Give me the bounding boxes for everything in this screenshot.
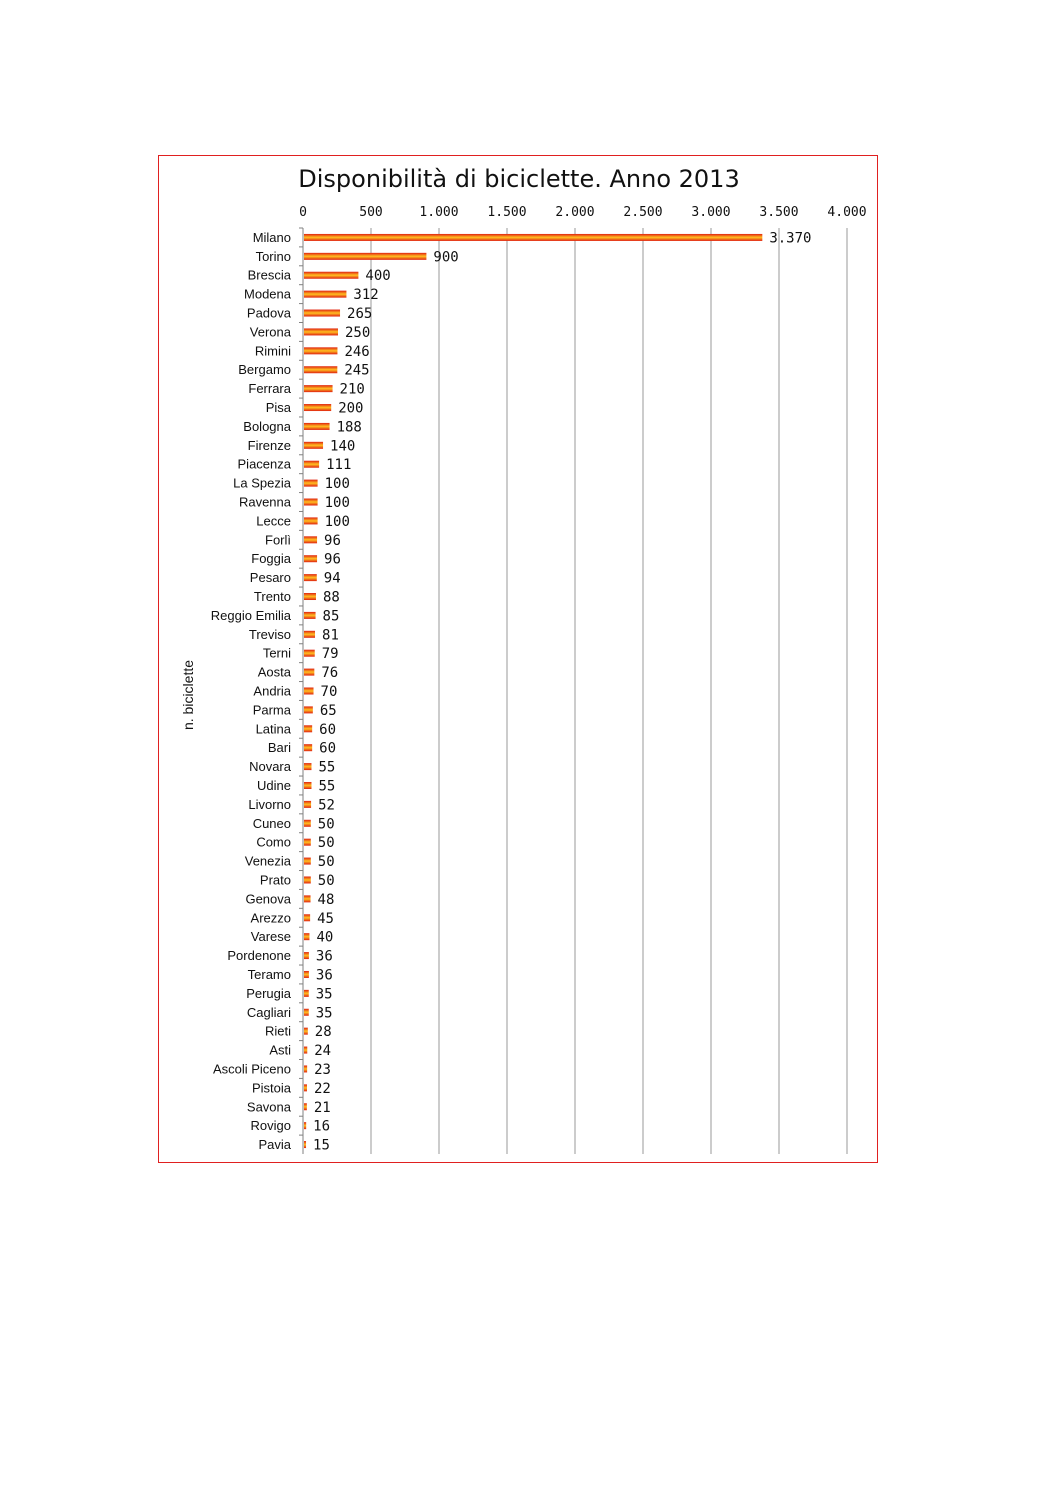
category-label: Firenze <box>247 437 291 453</box>
category-label: Parma <box>252 702 291 718</box>
data-label: 246 <box>344 343 370 360</box>
data-label: 28 <box>314 1024 332 1041</box>
category-label: Cagliari <box>246 1004 291 1020</box>
bar-cagliari <box>304 1009 309 1016</box>
bar-rovigo <box>304 1122 306 1129</box>
category-label: Udine <box>257 777 291 793</box>
bar-reggio-emilia <box>304 612 316 619</box>
bar-torino <box>304 253 426 260</box>
bar-milano <box>304 234 762 241</box>
data-label: 111 <box>326 457 352 474</box>
data-label: 76 <box>321 665 339 682</box>
x-axis-ticks <box>299 205 866 220</box>
data-label: 65 <box>319 702 337 719</box>
data-label: 50 <box>317 872 335 889</box>
category-label: Ascoli Piceno <box>212 1061 291 1077</box>
x-tick-label: 1.500 <box>487 205 527 220</box>
data-label: 250 <box>345 324 371 341</box>
category-label: Forlì <box>265 532 291 548</box>
category-label: Terni <box>262 645 291 661</box>
data-label: 60 <box>319 721 337 738</box>
data-label: 81 <box>322 627 339 644</box>
category-label: Bari <box>267 740 291 756</box>
category-label: Pistoia <box>251 1080 291 1096</box>
bar-bari <box>304 744 312 751</box>
x-tick-label: 0 <box>299 205 307 220</box>
category-label: Modena <box>244 286 291 302</box>
category-label: Rieti <box>264 1023 291 1039</box>
category-label: Brescia <box>247 267 291 283</box>
data-label: 15 <box>313 1137 330 1154</box>
data-label: 85 <box>322 608 340 625</box>
data-label: 50 <box>317 835 335 852</box>
chart-title: Disponibilità di biciclette. Anno 2013 <box>298 165 740 193</box>
data-label: 200 <box>338 400 364 417</box>
bar-rieti <box>304 1028 308 1035</box>
category-label: Prato <box>259 872 291 888</box>
data-label: 55 <box>318 778 336 795</box>
value-labels <box>313 230 811 1153</box>
bar-padova <box>304 310 340 317</box>
data-label: 36 <box>315 967 333 984</box>
data-label: 70 <box>320 684 338 700</box>
bar-foggia <box>304 555 317 562</box>
category-label: Pisa <box>265 400 291 416</box>
data-label: 21 <box>313 1099 331 1116</box>
bar-aosta <box>304 669 314 676</box>
category-label: Pesaro <box>249 570 291 586</box>
category-label: Trento <box>253 589 291 605</box>
data-label: 16 <box>313 1118 331 1135</box>
bar-piacenza <box>304 461 319 468</box>
bar-genova <box>304 895 311 902</box>
bar-la-spezia <box>304 480 318 487</box>
category-label: Padova <box>246 305 291 321</box>
category-label: Bologna <box>243 418 291 434</box>
bar-pavia <box>304 1141 306 1148</box>
data-label: 188 <box>336 419 362 436</box>
bar-arezzo <box>304 914 310 921</box>
data-label: 48 <box>317 891 335 908</box>
bar-varese <box>304 933 309 940</box>
category-label: Piacenza <box>237 456 291 472</box>
category-label: La Spezia <box>233 475 291 491</box>
bar-chart <box>159 156 879 1164</box>
bars <box>304 234 762 1148</box>
data-label: 40 <box>316 929 334 946</box>
bar-modena <box>304 291 346 298</box>
data-label: 50 <box>317 816 335 833</box>
data-label: 52 <box>318 797 335 814</box>
bar-treviso <box>304 631 315 638</box>
data-label: 50 <box>317 854 335 871</box>
bar-novara <box>304 763 311 770</box>
x-tick-label: 2.000 <box>555 205 595 220</box>
bar-brescia <box>304 272 358 279</box>
x-tick-label: 4.000 <box>827 205 867 220</box>
category-label: Novara <box>249 759 291 775</box>
data-label: 312 <box>353 287 379 304</box>
data-label: 96 <box>324 551 341 568</box>
bar-prato <box>304 876 311 883</box>
category-label: Latina <box>255 721 291 737</box>
data-label: 265 <box>347 306 373 323</box>
data-label: 400 <box>365 268 391 285</box>
category-label: Como <box>256 834 291 850</box>
category-label: Livorno <box>248 796 291 812</box>
data-label: 245 <box>344 362 370 379</box>
bar-bologna <box>304 423 330 430</box>
data-label: 88 <box>322 589 340 606</box>
bar-ravenna <box>304 499 318 506</box>
category-label: Reggio Emilia <box>210 607 291 623</box>
x-tick-label: 1.000 <box>419 205 459 220</box>
category-label: Andria <box>253 683 291 699</box>
bar-teramo <box>304 971 309 978</box>
bar-como <box>304 839 311 846</box>
category-label: Pordenone <box>227 948 291 964</box>
category-label: Savona <box>246 1099 291 1115</box>
bar-pesaro <box>304 574 317 581</box>
category-label: Ferrara <box>248 381 291 397</box>
category-label: Rovigo <box>250 1118 291 1134</box>
bar-andria <box>304 688 314 695</box>
bar-asti <box>304 1047 307 1054</box>
bar-pistoia <box>304 1084 307 1091</box>
category-label: Treviso <box>248 626 291 642</box>
y-axis-label: n. biciclette <box>180 659 196 731</box>
bar-bergamo <box>304 366 337 373</box>
chart-frame <box>158 155 878 1163</box>
x-tick-label: 2.500 <box>623 205 663 220</box>
bar-parma <box>304 706 313 713</box>
category-label: Verona <box>249 324 291 340</box>
bar-perugia <box>304 990 309 997</box>
data-label: 55 <box>318 759 336 776</box>
category-label: Torino <box>255 248 291 264</box>
data-label: 60 <box>319 740 337 757</box>
bar-terni <box>304 650 315 657</box>
data-label: 35 <box>315 986 333 1003</box>
category-label: Asti <box>269 1042 291 1058</box>
bar-verona <box>304 328 338 335</box>
category-label: Lecce <box>256 513 291 529</box>
gridlines <box>299 228 847 1154</box>
data-label: 100 <box>324 495 350 512</box>
category-label: Genova <box>245 891 291 907</box>
category-label: Cuneo <box>252 815 291 831</box>
category-label: Bergamo <box>238 362 291 378</box>
category-label: Venezia <box>244 853 291 869</box>
bar-rimini <box>304 347 337 354</box>
bar-cuneo <box>304 820 311 827</box>
bar-lecce <box>304 517 318 524</box>
bar-firenze <box>304 442 323 449</box>
category-label: Milano <box>252 229 291 245</box>
bar-pisa <box>304 404 331 411</box>
data-label: 210 <box>339 381 365 398</box>
data-label: 35 <box>315 1005 333 1022</box>
data-label: 140 <box>330 438 356 455</box>
bar-latina <box>304 725 312 732</box>
category-label: Perugia <box>246 985 291 1001</box>
bar-udine <box>304 782 311 789</box>
category-label: Pavia <box>258 1137 291 1153</box>
data-label: 23 <box>314 1061 331 1078</box>
bar-ascoli-piceno <box>304 1065 307 1072</box>
category-label: Varese <box>250 929 291 945</box>
bar-ferrara <box>304 385 333 392</box>
x-tick-label: 3.000 <box>691 205 731 220</box>
data-label: 94 <box>323 570 341 587</box>
data-label: 3.370 <box>769 230 812 247</box>
data-label: 45 <box>317 910 334 927</box>
category-label: Aosta <box>257 664 291 680</box>
data-label: 900 <box>433 249 459 266</box>
category-label: Rimini <box>254 343 291 359</box>
bar-pordenone <box>304 952 309 959</box>
category-label: Arezzo <box>250 910 291 926</box>
category-labels <box>211 230 292 1152</box>
bar-trento <box>304 593 316 600</box>
data-label: 36 <box>315 948 333 965</box>
bar-venezia <box>304 858 311 865</box>
bar-savona <box>304 1103 307 1110</box>
bar-forl- <box>304 536 317 543</box>
x-tick-label: 3.500 <box>759 205 799 220</box>
data-label: 100 <box>324 513 350 530</box>
category-label: Foggia <box>251 551 291 567</box>
data-label: 79 <box>321 646 339 663</box>
category-label: Ravenna <box>238 494 291 510</box>
data-label: 24 <box>314 1043 332 1060</box>
x-tick-label: 500 <box>359 205 383 220</box>
bar-livorno <box>304 801 311 808</box>
category-label: Teramo <box>247 966 291 982</box>
data-label: 100 <box>324 476 350 493</box>
data-label: 96 <box>324 532 341 549</box>
data-label: 22 <box>313 1080 331 1097</box>
